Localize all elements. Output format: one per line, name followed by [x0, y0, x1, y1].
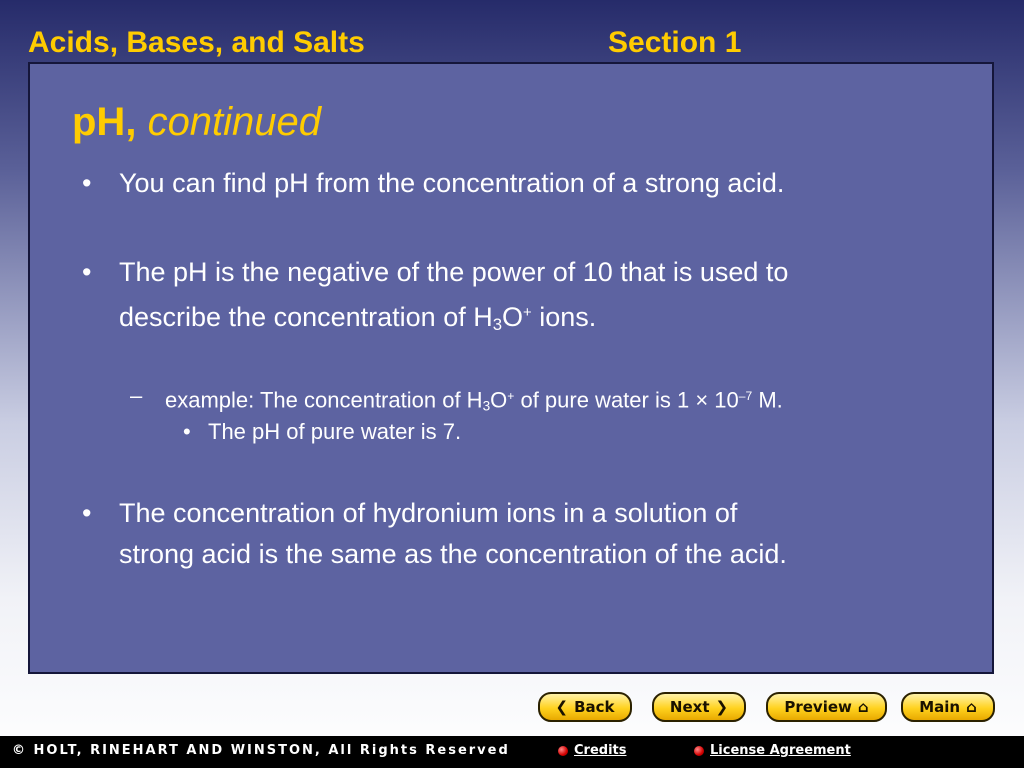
next-label: Next	[669, 698, 710, 716]
red-bullet-icon	[694, 746, 704, 756]
bullet-1-text: You can find pH from the concentration of a strong acid.	[119, 168, 785, 198]
oxygen-symbol: O	[490, 387, 508, 413]
sub-bullet-example	[130, 382, 985, 421]
chevron-right-icon: ❯	[715, 697, 729, 716]
bullet-2-end: ions.	[531, 301, 597, 332]
bullet-3-line2: strong acid is the same as the concentration of the acid.	[119, 539, 787, 569]
bullet-dot: •	[82, 498, 92, 528]
main-button[interactable]	[901, 692, 995, 722]
chapter-title: Acids, Bases, and Salts	[28, 26, 365, 59]
license-label: License Agreement	[710, 743, 851, 758]
content-panel	[28, 62, 994, 674]
bullet-3-line1: The concentration of hydronium ions in a solution of	[119, 498, 738, 528]
footer-bar	[0, 736, 1024, 768]
home-icon: ⌂	[966, 697, 977, 716]
home-icon: ⌂	[857, 697, 869, 716]
main-label: Main	[919, 698, 961, 716]
subscript-3: 3	[492, 315, 503, 335]
title-main: pH,	[72, 100, 137, 144]
superscript-plus: +	[523, 305, 532, 321]
slide-title	[72, 100, 321, 145]
example-text-end: M.	[752, 387, 783, 413]
license-agreement-link[interactable]	[694, 743, 851, 758]
red-bullet-icon	[558, 746, 568, 756]
next-button[interactable]	[652, 692, 746, 722]
sub-sub-bullet-text: The pH of pure water is 7.	[208, 419, 462, 444]
slide-header	[0, 26, 1024, 66]
superscript-plus: +	[507, 389, 515, 403]
credits-link[interactable]	[558, 743, 626, 758]
chevron-left-icon: ❮	[555, 697, 569, 716]
credits-label: Credits	[574, 743, 627, 758]
oxygen-symbol: O	[502, 301, 524, 332]
subscript-3: 3	[482, 398, 491, 414]
bullet-dot: •	[82, 168, 92, 198]
example-text-b: of pure water is 1 × 10	[514, 387, 739, 413]
bullet-dot: •	[82, 257, 92, 287]
sub-sub-bullet	[183, 418, 462, 446]
title-continued: continued	[147, 100, 322, 144]
bullet-2	[82, 252, 1019, 345]
example-text-a: example: The concentration of H	[165, 387, 483, 413]
section-label: Section 1	[608, 26, 742, 59]
preview-label: Preview	[784, 698, 852, 716]
bullet-2-line1: The pH is the negative of the power of 10 that is used to	[119, 257, 789, 287]
bullet-1	[82, 163, 1019, 204]
sub-bullet-dash: –	[130, 383, 143, 408]
bullet-2-line2: describe the concentration of H	[119, 301, 493, 332]
copyright-text: © HOLT, RINEHART AND WINSTON, All Rights Reserved	[12, 743, 510, 758]
preview-button[interactable]	[766, 692, 887, 722]
exponent: –7	[738, 389, 753, 403]
bullet-3	[82, 493, 1019, 575]
back-label: Back	[574, 698, 615, 716]
bullet-dot: •	[183, 419, 191, 444]
back-button[interactable]	[538, 692, 632, 722]
